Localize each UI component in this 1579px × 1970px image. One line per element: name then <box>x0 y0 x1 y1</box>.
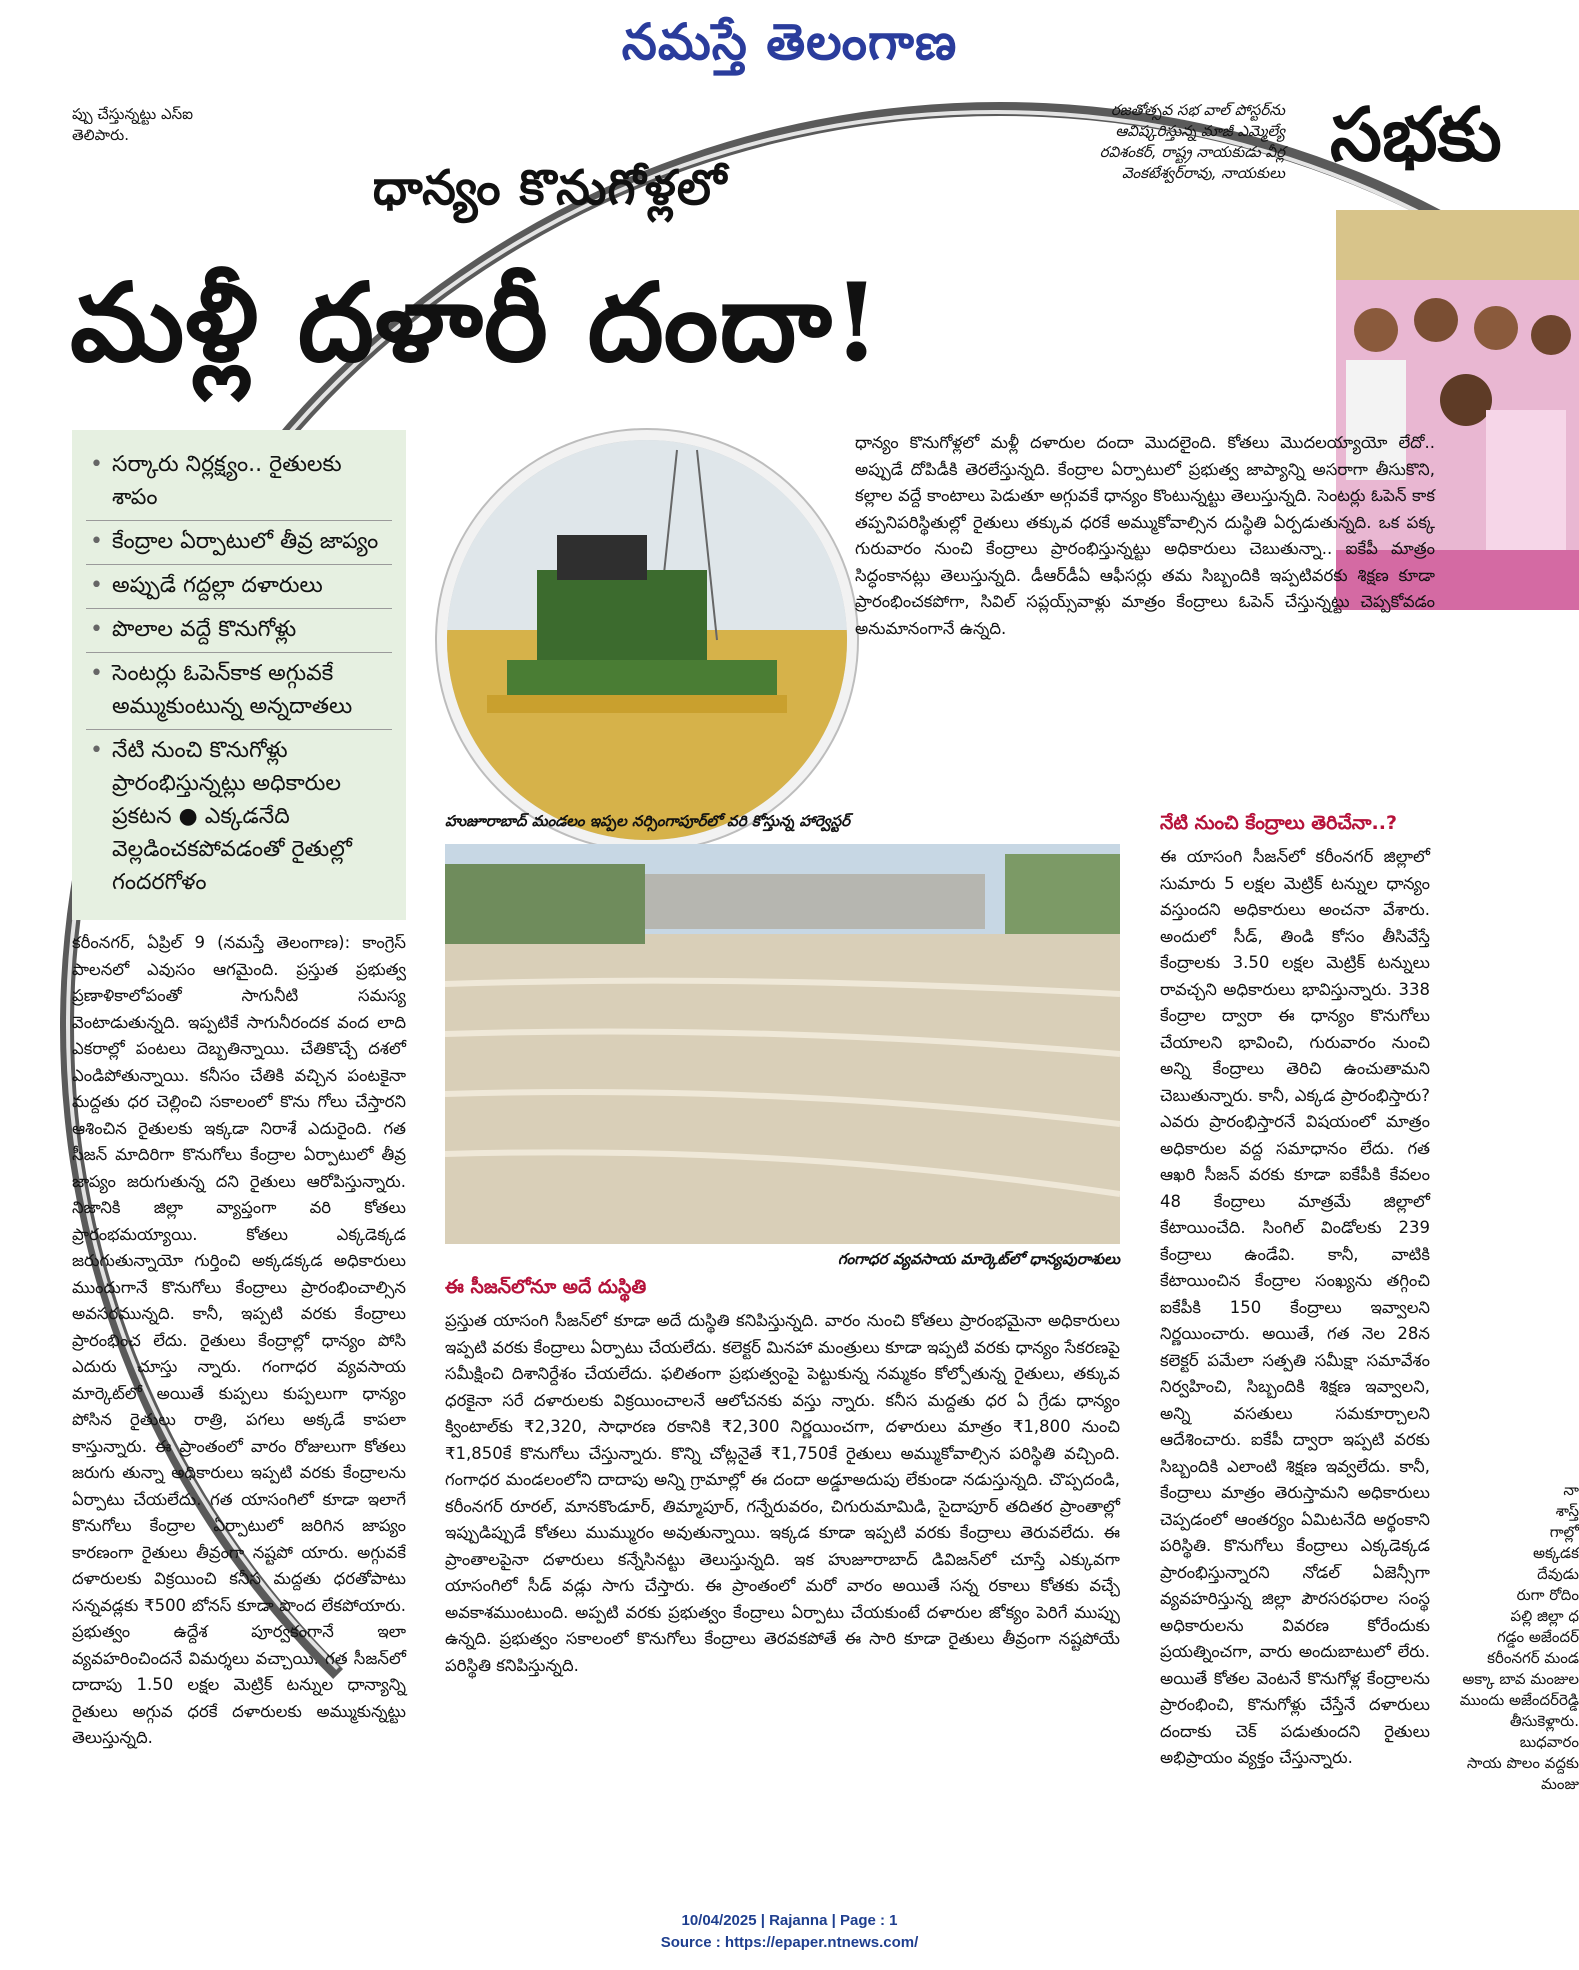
fragment-line: గాల్లో <box>1549 1523 1579 1541</box>
footer-page-info: 10/04/2025 | Rajanna | Page : 1 <box>681 1912 898 1929</box>
fragment-line: గడ్డం అజేందర్ <box>1496 1628 1579 1646</box>
harvester-caption: హుజూరాబాద్ మండలం ఇప్పల నర్సింగాపూర్‌లో వరి కోస్తున్న హార్వెస్టర్ <box>445 812 851 830</box>
fragment-line: దేవుడు <box>1537 1565 1579 1583</box>
adjacent-story-fragments <box>1450 1480 1579 1795</box>
market-caption: గంగాధర వ్యవసాయ మార్కెట్‌లో ధాన్యపురాశులు <box>837 1250 1120 1268</box>
highlight-item: • పొలాల వద్దే కొనుగోళ్లు <box>86 609 392 653</box>
fragment-line: ముందు అజేందర్‌రెడ్డి <box>1459 1691 1579 1709</box>
fragment-line: రుగా రోదిం <box>1516 1586 1579 1604</box>
section-body: ప్రస్తుత యాసంగి సీజన్‌లో కూడా అదే దుస్థితి కనిపిస్తున్నది. వారం నుంచి కోతలు ప్రారంభమైనా అధికారులు ఇప్పటి వరకు కేంద్రాలు ఏర్పాటు చేయలేదు. కలెక్టర్ మినహా మంత్రులు కూడా ఇప్పటి వరకు ధాన్యం సేకరణపై సమీక్షించి దిశానిర్దేశం చేయలేదు. ఫలితంగా ప్రభుత్వంపై పెట్టుకున్న నమ్మకం కోల్పోతున్న రైతులు, తక్కువ ధరకైనా సరే దళారులకు విక్రయించాలనే ఆలోచనకు వస్తు న్నారు. కనీస మద్దతు ధర ఏ గ్రేడు ధాన్యం క్వింటాల్‌కు ₹2,320, సాధారణ రకానికి ₹2,300 నిర్ణయించగా, దళారులు మాత్రం ₹1,800 నుంచి ₹1,850కే కొనుగోలు చేస్తున్నారు. కొన్ని చోట్లనైతే ₹1,750కే రైతులు అమ్ముకోవాల్సిన పరిస్థితి వచ్చింది. గంగాధర మండలంలోని దాదాపు అన్ని గ్రామాల్లో ఈ దందా అడ్డూఅదుపు లేకుండా నడుస్తున్నది. చొప్పదండి, కరీంనగర్ రూరల్, మానకొండూర్, తిమ్మాపూర్, గన్నేరువరం, చిగురుమామిడి, సైదాపూర్ తదితర ప్రాంతాల్లో ఇప్పుడిప్పుడే కోతలు ముమ్మురం అవుతున్నాయి. ఇక్కడ కూడా ఇప్పటి వరకు కేంద్రాలు తెరువలేదు. ఈ ప్రాంతాలపైనా దళారులు కన్నేసినట్టు తెలుస్తున్నది. ఇక హుజూరాబాద్ డివిజన్‌లో చూస్తే ఎక్కువగా యాసంగిలో సీడ్ వడ్లు సాగు చేస్తారు. ఈ ప్రాంతంలో మరో వారం అయితే సన్న రకాలు కోతకు వచ్చే అవకాశముంటుంది. అప్పటి వరకు ప్రభుత్వం కేంద్రాలు ఏర్పాటు చేయకుంటే దళారుల జోక్యం పెరిగే ముప్పు ఉన్నది. ప్రభుత్వం సకాలంలో కొనుగోలు కేంద్రాలు తెరవకపోతే ఈ సారి కూడా రైతులు తీవ్రంగా నష్టపోయే పరిస్థితి కనిపిస్తున్నది. <box>445 1311 1120 1675</box>
fragment-line: నా <box>1563 1481 1579 1499</box>
main-headline: మళ్లీ దళారీ దందా! <box>70 260 882 386</box>
market-photo <box>445 844 1120 1244</box>
harvester-photo <box>437 430 857 850</box>
newspaper-masthead: నమస్తే తెలంగాణ <box>621 12 958 71</box>
previous-story-snippet: ప్పు చేస్తున్నట్టు ఎస్ఐ తెలిపారు. <box>72 105 194 144</box>
section-subhead: ఈ సీజన్‌లోనూ అదే దుస్థితి <box>445 1276 647 1298</box>
side-story-headline: సభకు <box>1330 92 1502 178</box>
fragment-line: అక్కడక <box>1532 1544 1579 1562</box>
highlight-item: • సర్కారు నిర్లక్ష్యం.. రైతులకు శాపం <box>86 444 392 521</box>
highlight-item: • కేంద్రాల ఏర్పాటులో తీవ్ర జాప్యం <box>86 521 392 565</box>
headline-kicker: ధాన్యం కొనుగోళ్లలో <box>372 160 728 216</box>
fragment-line: తీసుకెళ్లారు. బుధవారం <box>1509 1712 1579 1751</box>
fragment-line: కరీంనగర్ మండ <box>1487 1649 1579 1667</box>
highlights-box <box>72 430 406 920</box>
section-subhead: నేటి నుంచి కేంద్రాలు తెరిచేనా..? <box>1160 812 1397 834</box>
fragment-line: అక్కా బావ మంజుల <box>1462 1670 1579 1688</box>
highlight-item: • అప్పుడే గద్దల్లా దళారులు <box>86 565 392 609</box>
fragment-line: పల్లి జిల్లా ధ <box>1510 1607 1579 1625</box>
section-body: ఈ యాసంగి సీజన్‌లో కరీంనగర్ జిల్లాలో సుమారు 5 లక్షల మెట్రిక్ టన్నుల ధాన్యం వస్తుందని అధికారులు అంచనా వేశారు. అందులో సీడ్, తిండి కోసం తీసివేస్తే కేంద్రాలకు 3.50 లక్షల మెట్రిక్ టన్నులు రావచ్చని అధికారులు భావిస్తున్నారు. 338 కేంద్రాల ద్వారా ఈ ధాన్యం కొనుగోలు చేయాలని భావించి, గురువారం నుంచి అన్ని కేంద్రాలు తెరిచి ఉంచుతామని చెబుతున్నారు. కానీ, ఎక్కడ ప్రారంభిస్తారు? ఎవరు ప్రారంభిస్తారనే విషయంలో మాత్రం అధికారుల వద్ద సమాధానం లేదు. గత ఆఖరి సీజన్ వరకు కూడా ఐకేపీకి కేవలం 48 కేంద్రాలు మాత్రమే జిల్లాలో కేటాయించేది. సింగిల్ విండోలకు 239 కేంద్రాలు ఉండేవి. కానీ, వాటికి కేటాయించిన కేంద్రాల సంఖ్యను తగ్గించి ఐకేపీకి 150 కేంద్రాలు ఇవ్వాలని నిర్ణయించారు. అయితే, గత నెల 28న కలెక్టర్ పమేలా సత్పతి సమీక్షా సమావేశం నిర్వహించి, సిబ్బందికి శిక్షణ ఇవ్వాలని, అన్ని వసతులు సమకూర్చాలని ఆదేశించారు. ఐకేపీ ద్వారా ఇప్పటి వరకు సిబ్బందికి ఎలాంటి శిక్షణ ఇవ్వలేదు. కానీ, కేంద్రాలు మాత్రం తెరుస్తామని అధికారులు చెప్పడంలో ఆంతర్యం ఏమిటనేది అర్థంకాని పరిస్థితి. కొనుగోలు కేంద్రాలు ఎక్కడెక్కడ ప్రారంభిస్తున్నారని నోడల్ ఏజెన్సీగా వ్యవహరిస్తున్న జిల్లా పౌరసరఫరాల సంస్థ అధికారులను వివరణ కోరేందుకు ప్రయత్నించగా, వారు అందుబాటులో లేరు. అయితే కోతల వెంటనే కొనుగోళ్ల కేంద్రాలను ప్రారంభించి, కొనుగోళ్లు చేస్తేనే దళారులు దందాకు చెక్ పడుతుందని రైతులు అభిప్రాయం వ్యక్తం చేస్తున్నారు. <box>1160 847 1430 1767</box>
highlight-item: • సెంటర్లు ఓపెన్‌కాక అగ్గువకే అమ్ముకుంటున్న అన్నదాతలు <box>86 653 392 730</box>
harvester-illustration <box>447 440 847 840</box>
footer-source-link[interactable]: Source : https://epaper.ntnews.com/ <box>660 1934 919 1951</box>
intro-paragraph: ధాన్యం కొనుగోళ్లలో మళ్లీ దళారుల దందా మొదలైంది. కోతలు మొదలయ్యాయో లేదో.. అప్పుడే దోపిడీకి తెరలేస్తున్నది. కేంద్రాల ఏర్పాటులో ప్రభుత్వ జాప్యాన్ని అసరాగా తీసుకొని, కల్లాల వద్దే కాంటాలు పెడుతూ అగ్గువకే ధాన్యం కొంటున్నట్టు తెలుస్తున్నది. సెంటర్లు ఓపెన్ కాక తప్పనిపరిస్థితుల్లో రైతులు తక్కువ ధరకే అమ్ముకోవాల్సిన దుస్థితి ఏర్పడుతున్నది. ఒక పక్క గురువారం నుంచి కేంద్రాలు ప్రారంభిస్తున్నట్టు అధికారులు చెబుతున్నా.. ఐకేపీ మాత్రం సిద్ధంకానట్లు తెలుస్తున్నది. డీఆర్‌డీఏ ఆఫీసర్లు తమ సిబ్బందికి ఇప్పటివరకు శిక్షణ కూడా ప్రారంభించకపోగా, సివిల్ సప్లయ్స్‌వాళ్లు మాత్రం కేంద్రాలు ఓపెన్ చేస్తున్నట్టు చెప్పకోవడం అనుమానంగానే ఉన్నది. <box>855 433 1435 638</box>
side-story-caption: రజతోత్సవ సభ వాల్ పోస్టర్‌ను ఆవిష్కరిస్తున్న మాజీ ఎమ్మెల్యే రవిశంకర్, రాష్ట్ర నాయకుడు వీర్ల వెంకటేశ్వర్‌రావు, నాయకులు <box>1099 101 1285 182</box>
highlight-item: • నేటి నుంచి కొనుగోళ్లు ప్రారంభిస్తున్నట్లు అధికారుల ప్రకటన ● ఎక్కడనేది వెల్లడించకపోవడంతో రైతుల్లో గందరగోళం <box>86 730 392 905</box>
article-body-col1: కరీంనగర్, ఏప్రిల్ 9 (నమస్తే తెలంగాణ): కాంగ్రెస్ పాలనలో ఎవుసం ఆగమైంది. ప్రస్తుత ప్రభుత్వ ప్రణాళికాలోపంతో సాగునీటి సమస్య వెంటాడుతున్నది. ఇప్పటికే సాగునీరందక వంద లాది ఎకరాల్లో పంటలు దెబ్బతిన్నాయి. చేతికొచ్చే దశలో ఎండిపోతున్నాయి. కనీసం చేతికి వచ్చిన పంటకైనా మద్దతు ధర చెల్లించి సకాలంలో కొను గోలు చేస్తారని ఆశించిన రైతులకు ఇక్కడా నిరాశే ఎదురైంది. గత సీజన్ మాదిరిగా కొనుగోలు కేంద్రాల ఏర్పాటులో తీవ్ర జాప్యం జరుగుతున్న దని రైతులు ఆరోపిస్తున్నారు. నిజానికి జిల్లా వ్యాప్తంగా వరి కోతలు ప్రారంభమయ్యాయి. కోతలు ఎక్కడెక్కడ జరుగుతున్నాయో గుర్తించి అక్కడక్కడ అధికారులు ముందుగానే కొనుగోలు కేంద్రాలు ప్రారంభించాల్సిన అవసరమున్నది. కానీ, ఇప్పటి వరకు కేంద్రాలు ప్రారంభించ లేదు. రైతులు కేంద్రాల్లో ధాన్యం పోసి ఎదురు చూస్తు న్నారు. గంగాధర వ్యవసాయ మార్కెట్‌లో అయితే కుప్పలు కుప్పలుగా ధాన్యం పోసిన రైతులు రాత్రి, పగలు అక్కడే కాపలా కాస్తున్నారు. ఈ ప్రాంతంలో వారం రోజులుగా కోతలు జరుగు తున్నా అధికారులు ఇప్పటి వరకు కేంద్రాలను ఏర్పాటు చేయలేదు. గత యాసంగిలో కూడా ఇలాగే కొనుగోలు కేంద్రాల ఏర్పాటులో జరిగిన జాప్యం కారణంగా రైతులు తీవ్రంగా నష్టపో యారు. అగ్గువకే దళారులకు విక్రయించి కనీస మద్దతు ధరతోపాటు సన్నవడ్లకు ₹500 బోనస్ కూడా పొంద లేకపోయారు. ప్రభుత్వం ఉద్దేశ పూర్వకంగానే ఇలా వ్యవహరించిందనే విమర్శలు వచ్చాయి. గత సీజన్‌లో దాదాపు 1.50 లక్షల మెట్రిక్ టన్నుల ధాన్యాన్ని రైతులు అగ్గువ ధరకే దళారులకు అమ్ముకున్నట్టు తెలుస్తున్నది. <box>72 933 406 1747</box>
fragment-line: శాస్త్ <box>1555 1502 1579 1520</box>
highlights-list <box>72 430 406 905</box>
fragment-line: సాయ పొలం వద్దకు మంజు <box>1466 1754 1579 1793</box>
